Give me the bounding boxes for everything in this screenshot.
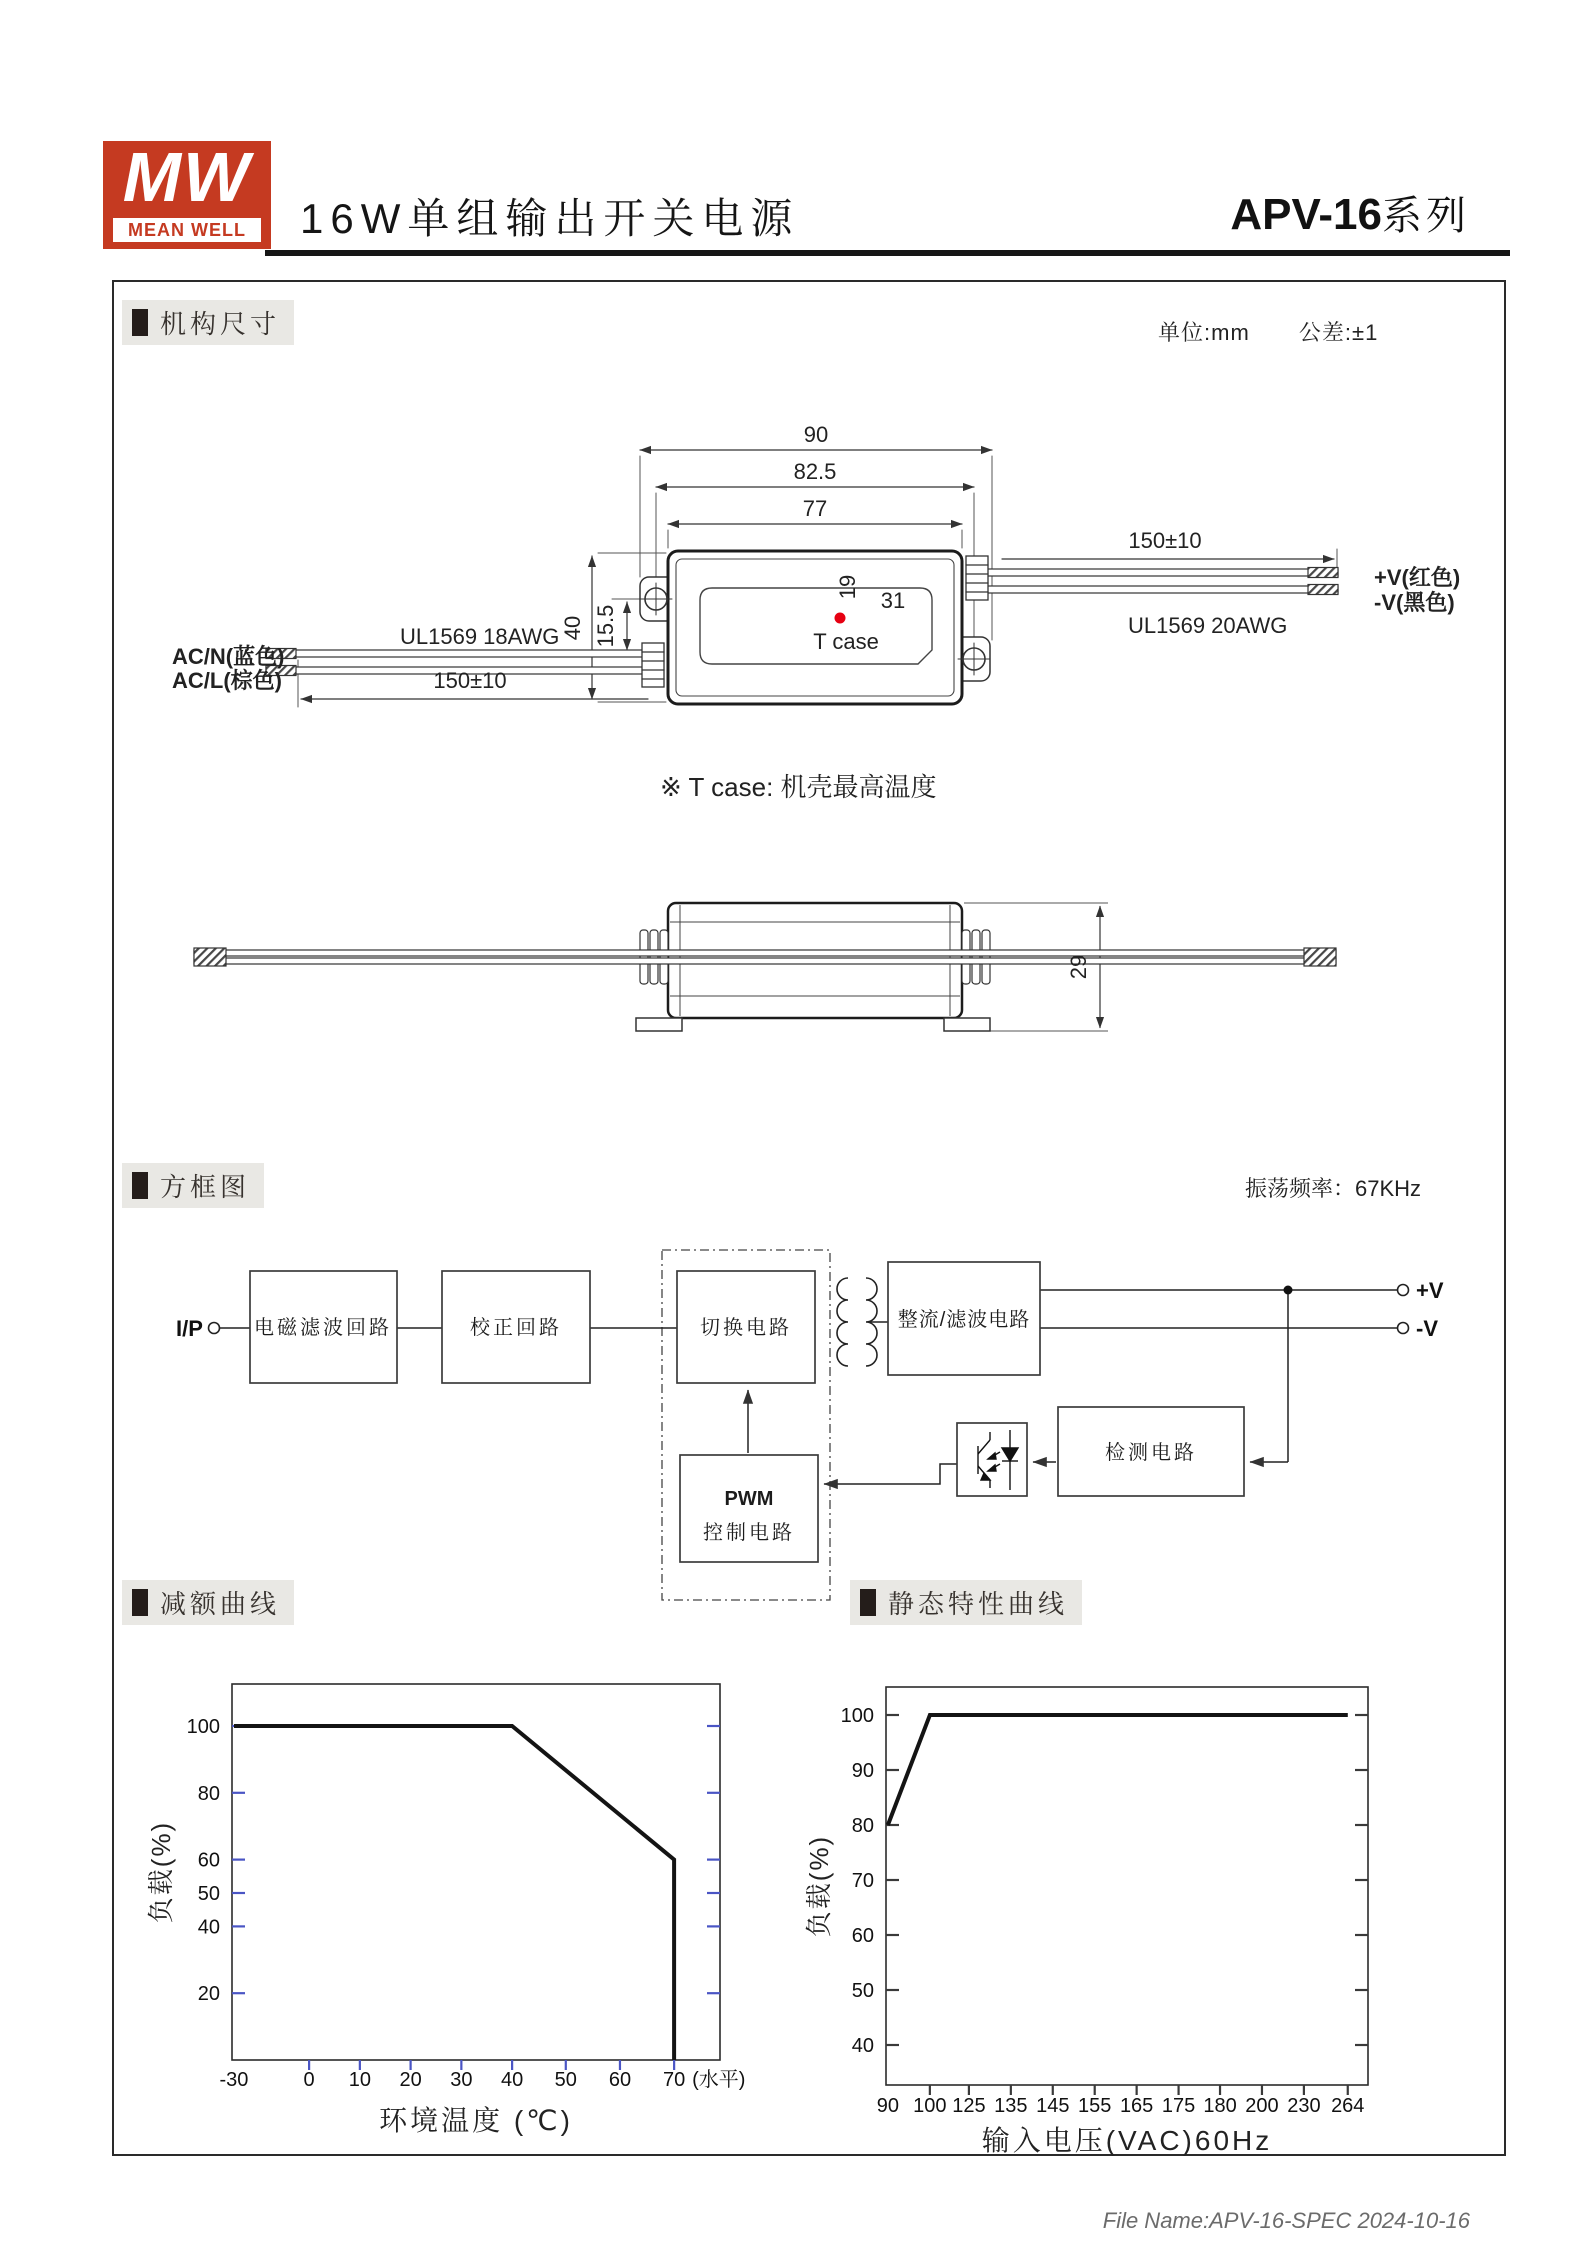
v-plus-terminal: [1398, 1285, 1409, 1296]
plot-frame: [886, 1687, 1368, 2085]
x-tick-label: 175: [1161, 2095, 1196, 2117]
tcase-note: ※ T case: 机壳最高温度: [660, 772, 937, 802]
tolerance-label: 公差:±1: [1298, 320, 1379, 345]
cable-gland-input: [642, 643, 664, 687]
wire-tip-hatch: [1304, 948, 1336, 966]
x-tick-label: 30: [450, 2069, 473, 2091]
enclosure-body: [668, 551, 962, 704]
block-label-pwm1: PWM: [724, 1488, 774, 1510]
y-tick-label: 80: [197, 1782, 220, 1805]
wire-v-minus: [986, 586, 1338, 593]
v-minus-terminal: [1398, 1323, 1409, 1334]
x-tick-label: 165: [1119, 2095, 1154, 2117]
v-plus-label: +V(红色): [1374, 565, 1461, 590]
x-tick-label: 70: [663, 2069, 686, 2091]
y-tick-label: 90: [851, 1760, 874, 1782]
wire-in-spec-label: UL1569 18AWG: [400, 624, 560, 649]
y-tick-label: 50: [851, 1980, 874, 2002]
y-tick-label: 60: [851, 1925, 874, 1947]
x-tick-label: 230: [1287, 2095, 1321, 2117]
section-title-static-label: 静态特性曲线: [888, 1589, 1069, 1619]
section-title-derating-label: 减额曲线: [160, 1589, 281, 1619]
x-tick-label: 90: [876, 2095, 900, 2117]
dim-40: 40: [560, 615, 585, 641]
block-diagram: [176, 1250, 1444, 1600]
y-tick-label: 80: [851, 1815, 874, 1837]
y-tick-label: 100: [186, 1716, 220, 1738]
block-vminus-label: -V: [1416, 1316, 1438, 1341]
dim-15-5: 15.5: [593, 604, 618, 648]
block-vplus-label: +V: [1416, 1278, 1444, 1303]
oscillator-frequency-note: 振荡频率：67KHz: [1245, 1176, 1422, 1201]
y-axis-title: 负载(%): [146, 1820, 176, 1924]
x-tick-label: 200: [1245, 2095, 1279, 2117]
x-tick-label: 0: [303, 2069, 315, 2091]
tcase-label: T case: [813, 629, 879, 654]
dim-82-5: 82.5: [793, 459, 837, 484]
block-label-rectifier: 整流/滤波电路: [897, 1309, 1031, 1331]
series-suffix: 系列: [1382, 194, 1470, 238]
y-tick-label: 70: [851, 1870, 874, 1892]
junction-dot: [1284, 1286, 1293, 1295]
data-curve: [888, 1715, 1348, 1825]
wire-side-1: [194, 950, 1336, 956]
x-tick-label: 155: [1078, 2095, 1112, 2117]
y-tick-label: 20: [197, 1983, 220, 2006]
x-axis-title: 环境温度 (℃): [379, 2105, 573, 2136]
wire-v-plus: [986, 569, 1338, 576]
dim-31: 31: [880, 588, 906, 613]
x-tick-label: 125: [952, 2095, 986, 2117]
wire-tip-hatch: [1308, 568, 1338, 578]
wire-side-2: [194, 958, 1336, 964]
section-title-block-diagram-label: 方框图: [160, 1172, 251, 1202]
x-tick-label: 40: [500, 2069, 524, 2091]
cable-gland-output: [966, 556, 988, 600]
page-title: 16W单组输出开关电源: [300, 195, 800, 242]
plot-frame: [232, 1684, 720, 2060]
x-tick-label: -30: [219, 2069, 249, 2091]
dim-19: 19: [835, 574, 860, 600]
y-axis-title: 负载(%): [804, 1834, 834, 1938]
wire-out-spec-label: UL1569 20AWG: [1128, 613, 1288, 638]
ac-n-label: AC/N(蓝色): [172, 644, 285, 669]
dim-29: 29: [1066, 954, 1091, 980]
wire-tip-hatch: [1308, 585, 1338, 595]
wire-tip-hatch: [194, 948, 226, 966]
block-label-detect: 检测电路: [1105, 1442, 1197, 1464]
section-title-mechanical-label: 机构尺寸: [160, 309, 281, 339]
dim-input-length: 150±10: [433, 668, 507, 693]
x-tick-label: 180: [1203, 2095, 1237, 2117]
y-tick-label: 60: [197, 1849, 220, 1872]
x-tick-label: 60: [608, 2069, 632, 2091]
wire-ac-n: [266, 650, 652, 657]
ac-l-label: AC/L(棕色): [172, 668, 282, 693]
static-characteristic-chart: [804, 1687, 1368, 2156]
block-label-emi: 电磁滤波回路: [254, 1317, 392, 1339]
y-tick-label: 50: [197, 1883, 220, 1905]
x-tick-label: 264: [1331, 2095, 1365, 2117]
input-terminal: [209, 1323, 220, 1334]
x-tick-label: 135: [994, 2095, 1028, 2117]
x-tick-label: 100: [913, 2095, 947, 2117]
logo-mw-monogram: MW: [122, 138, 252, 216]
x-tick-label: 50: [554, 2069, 577, 2091]
mounting-foot-right: [944, 1018, 990, 1031]
dim-77: 77: [802, 496, 828, 521]
dim-output-length: 150±10: [1128, 528, 1202, 553]
mech-side-view: [194, 903, 1336, 1031]
logo-brand-text: MEAN WELL: [128, 219, 246, 240]
v-minus-label: -V(黑色): [1374, 590, 1455, 615]
y-tick-label: 100: [840, 1705, 874, 1727]
file-info: File Name:APV-16-SPEC 2024-10-16: [1102, 2208, 1470, 2233]
x-tick-label: 10: [348, 2069, 371, 2091]
x-tick-label: 145: [1036, 2095, 1070, 2117]
x-axis-suffix: (水平): [692, 2069, 746, 2091]
derating-curve-chart: [146, 1684, 745, 2136]
mech-top-view: [172, 422, 1460, 802]
tcase-point: [835, 613, 846, 624]
series-model: APV-16: [1230, 190, 1382, 239]
block-ip-label: I/P: [176, 1316, 203, 1341]
block-label-switch: 切换电路: [700, 1317, 792, 1339]
x-axis-title: 输入电压(VAC)60Hz: [981, 2125, 1273, 2156]
charts-layer: [146, 1684, 1368, 2156]
y-tick-label: 40: [197, 1916, 220, 1939]
y-tick-label: 40: [851, 2035, 874, 2057]
data-curve: [234, 1726, 674, 2060]
block-label-pfc: 校正回路: [470, 1317, 562, 1339]
block-label-pwm2: 控制电路: [703, 1522, 795, 1544]
mounting-foot-left: [636, 1018, 682, 1031]
dim-90: 90: [803, 422, 829, 447]
unit-label: 单位:mm: [1158, 320, 1250, 345]
x-tick-label: 20: [399, 2069, 422, 2091]
